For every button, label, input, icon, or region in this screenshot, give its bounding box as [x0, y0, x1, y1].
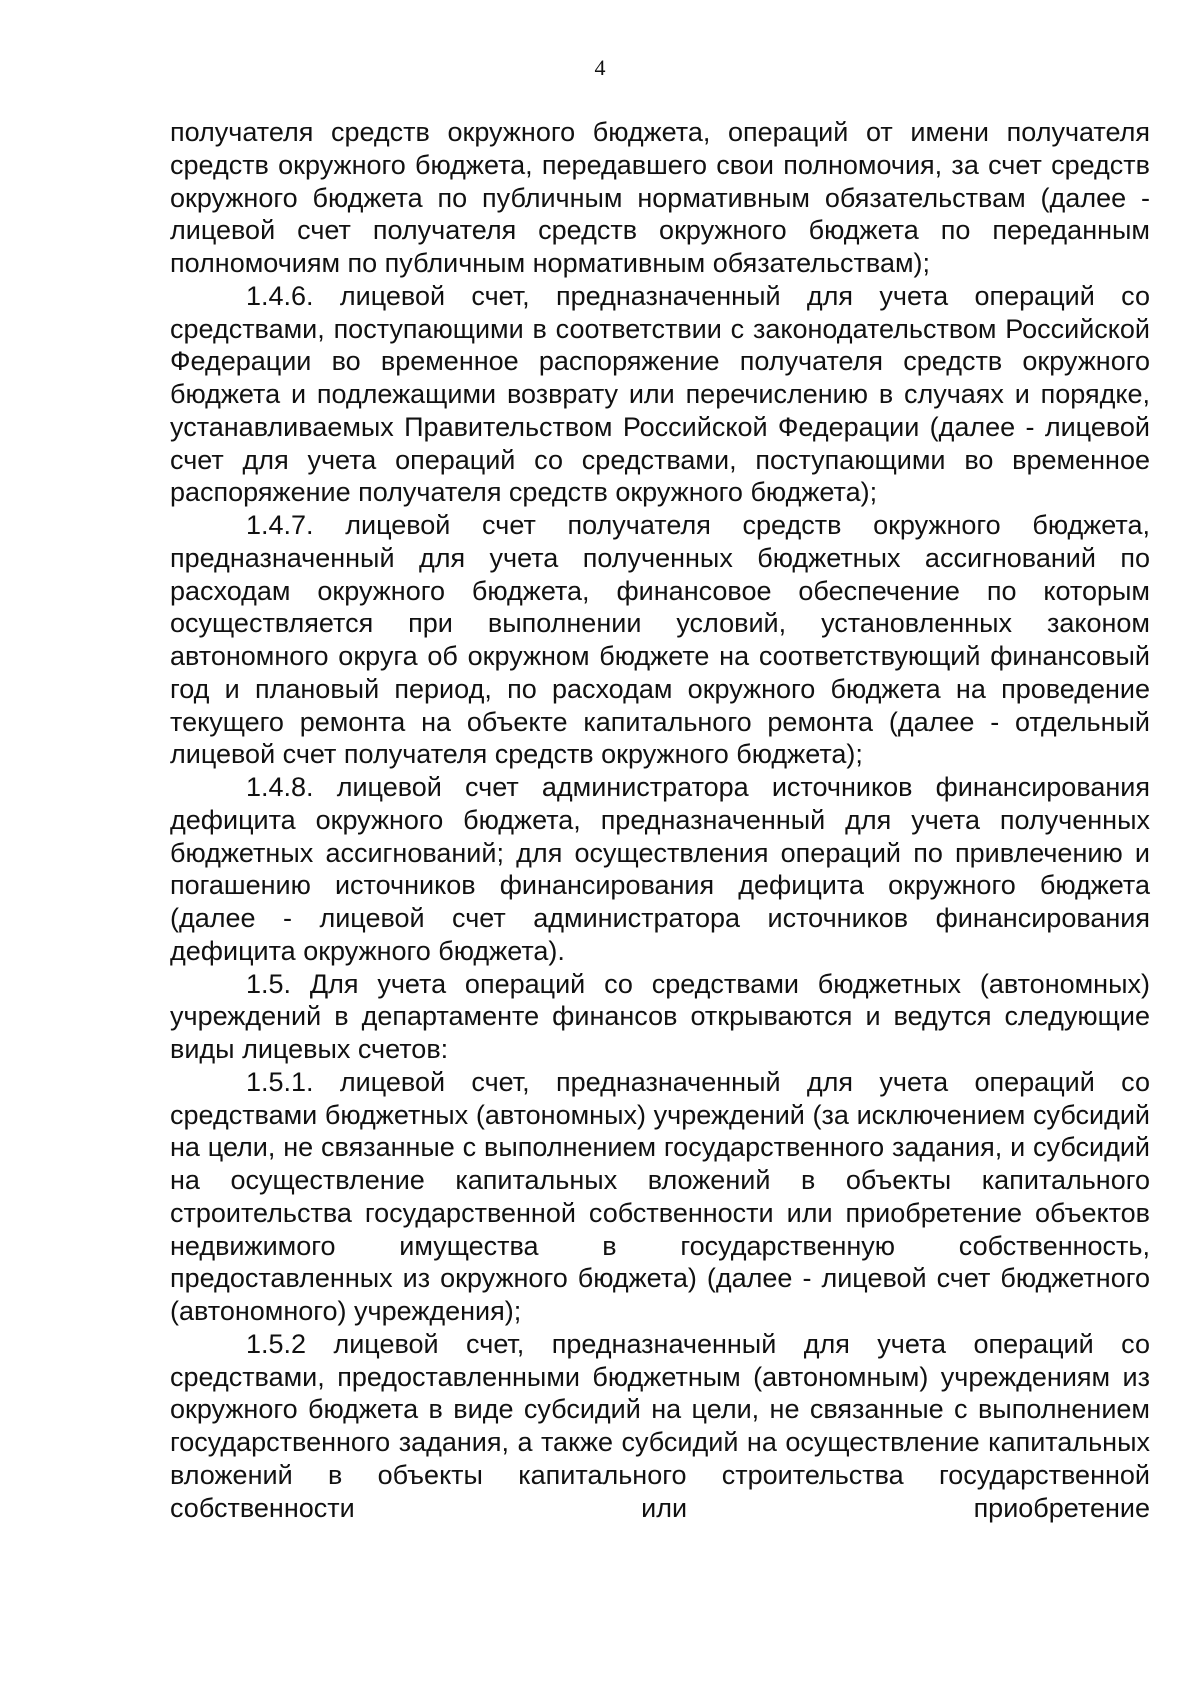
paragraph-1-4-7: 1.4.7. лицевой счет получателя средств окружного бюджета, предназначенный для учета полученных бюджетных ассигнований по расходам окружного бюджета, финансовое обеспечение по которым осуществляется при выполнении условий, установленных законом автономного округа об окружном бюджете на соответствующий финансовый год и плановый период, по расходам окружного бюджета на проведение текущего ремонта на объекте капитального ремонта (далее - отдельный лицевой счет получателя средств окружного бюджета);: [170, 510, 1150, 770]
document-body: [170, 116, 1150, 1524]
page-number: 4: [594, 55, 606, 80]
paragraph-1-5: 1.5. Для учета операций со средствами бюджетных (автономных) учреждений в департаменте финансов открываются и ведутся следующие виды лицевых счетов:: [170, 968, 1150, 1064]
paragraph-1-5-1: 1.5.1. лицевой счет, предназначенный для учета операций со средствами бюджетных (автономных) учреждений (за исключением субсидий на цели, не связанные с выполнением государственного задания, и субсидий на осуществление капитальных вложений в объекты капитального строительства государственной собственности или приобретение объектов недвижимого имущества в государственную собственность, предоставленных из окружного бюджета) (далее - лицевой счет бюджетного (автономного) учреждения);: [170, 1066, 1150, 1326]
paragraph-1-4-8: 1.4.8. лицевой счет администратора источников финансирования дефицита окружного бюджета, предназначенный для учета полученных бюджетных ассигнований; для осуществления операций по привлечению и погашению источников финансирования дефицита окружного бюджета (далее - лицевой счет администратора источников финансирования дефицита окружного бюджета).: [170, 772, 1150, 966]
paragraph-1-5-2: 1.5.2 лицевой счет, предназначенный для учета операций со средствами, предоставленными бюджетным (автономным) учреждениям из окружного бюджета в виде субсидий на цели, не связанные с выполнением государственного задания, а также субсидий на осуществление капитальных вложений в объекты капитального строительства государственной собственности или приобретение: [170, 1328, 1150, 1523]
paragraph-continuation: получателя средств окружного бюджета, операций от имени получателя средств окружного бюджета, передавшего свои полномочия, за счет средств окружного бюджета по публичным нормативным обязательствам (далее - лицевой счет получателя средств окружного бюджета по переданным полномочиям по публичным нормативным обязательствам);: [170, 117, 1150, 278]
paragraph-1-4-6: 1.4.6. лицевой счет, предназначенный для учета операций со средствами, поступающими в соответствии с законодательством Российской Федерации во временное распоряжение получателя средств окружного бюджета и подлежащими возврату или перечислению в случаях и порядке, устанавливаемых Правительством Российской Федерации (далее - лицевой счет для учета операций со средствами, поступающими во временное распоряжение получателя средств окружного бюджета);: [170, 280, 1150, 508]
